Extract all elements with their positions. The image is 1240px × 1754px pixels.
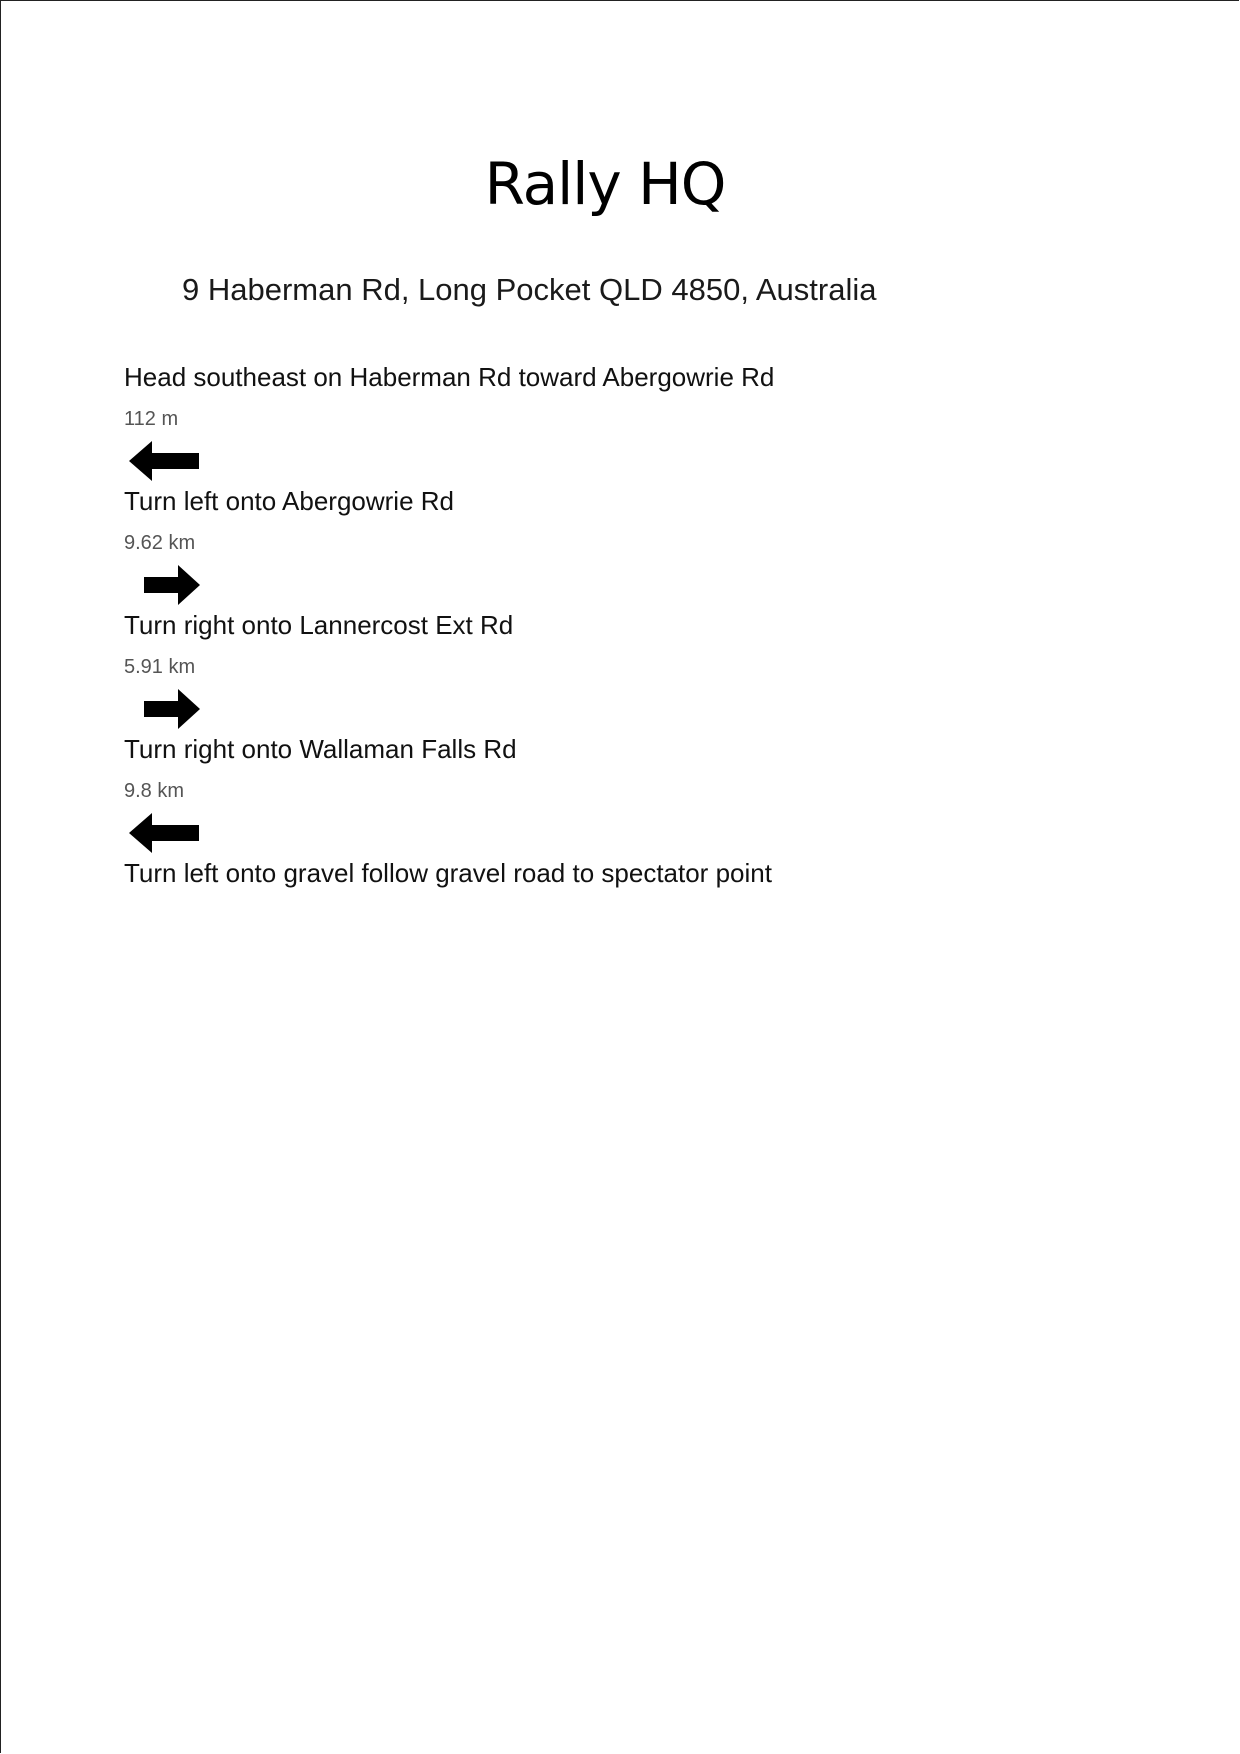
step-distance: 9.62 km bbox=[124, 532, 196, 554]
page-title: Rally HQ bbox=[484, 150, 726, 218]
step-distance: 9.8 km bbox=[124, 780, 185, 802]
address: 9 Haberman Rd, Long Pocket QLD 4850, Australia bbox=[182, 272, 877, 307]
step-instruction: Turn left onto Abergowrie Rd bbox=[124, 486, 454, 516]
arrow-left-icon bbox=[129, 441, 199, 481]
arrow-right-icon bbox=[144, 565, 200, 605]
step-instruction: Turn right onto Wallaman Falls Rd bbox=[124, 734, 517, 764]
step-instruction: Turn right onto Lannercost Ext Rd bbox=[124, 610, 514, 640]
step-distance: 112 m bbox=[124, 408, 179, 430]
step-distance: 5.91 km bbox=[124, 656, 196, 678]
step-instruction: Turn left onto gravel follow gravel road to spectator point bbox=[124, 858, 772, 888]
arrow-right-icon bbox=[144, 689, 200, 729]
step-instruction: Head southeast on Haberman Rd toward Abergowrie Rd bbox=[124, 362, 775, 392]
arrow-left-icon bbox=[129, 813, 199, 853]
